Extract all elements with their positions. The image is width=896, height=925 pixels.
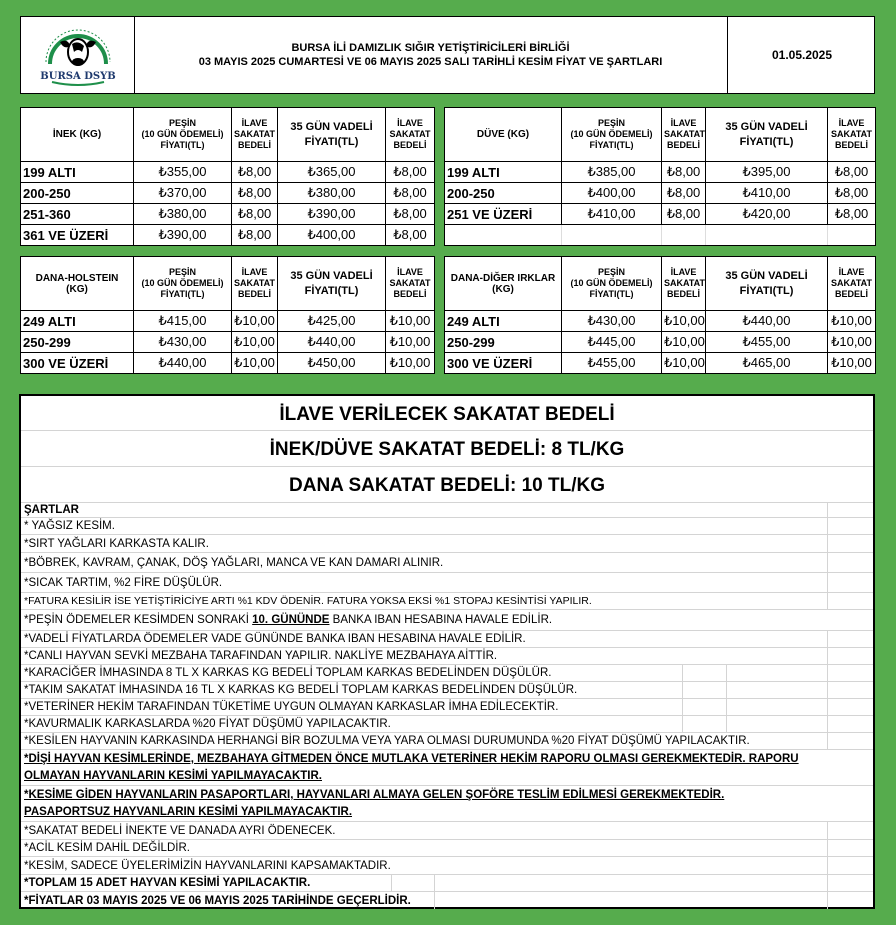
ilave-price: ₺8,00 — [828, 204, 876, 225]
table-row — [21, 311, 435, 332]
col-header-ilave: İLAVE SAKATAT BEDELİ — [662, 108, 706, 162]
ilave-price: ₺10,00 — [828, 332, 876, 353]
ilave-price: ₺10,00 — [232, 353, 278, 374]
ilave-price: ₺10,00 — [232, 332, 278, 353]
ilave-price: ₺8,00 — [386, 225, 435, 246]
ilave-price: ₺10,00 — [828, 353, 876, 374]
condition-item: *VADELİ FİYATLARDA ÖDEMELER VADE GÜNÜNDE BANKA IBAN HESABINA HAVALE EDİLİR. — [21, 631, 873, 648]
ilave-price: ₺10,00 — [662, 332, 706, 353]
condition-item: *CANLI HAYVAN SEVKİ MEZBAHA TARAFINDAN YAPILIR. NAKLİYE MEZBAHAYA AİTTİR. — [21, 648, 873, 665]
weight-range: 200-250 — [21, 183, 134, 204]
col-header-ilave: İLAVE SAKATAT BEDELİ — [828, 108, 876, 162]
ilave-price: ₺8,00 — [232, 204, 278, 225]
condition-item-pesin: *PEŞİN ÖDEMELER KESİMDEN SONRAKİ 10. GÜNÜNDE BANKA IBAN HESABINA HAVALE EDİLİR. — [21, 610, 873, 631]
table-row — [445, 311, 876, 332]
weight-range: 249 ALTI — [21, 311, 134, 332]
col-header-pesin: PEŞİN (10 GÜN ÖDEMELİ) FİYATI(TL) — [562, 257, 662, 311]
price-table-dana-diger-irklar — [444, 256, 876, 374]
vadeli-price: ₺395,00 — [706, 162, 828, 183]
condition-warning-pasaport: *KESİME GİDEN HAYVANLARIN PASAPORTLARI, HAYVANLARI ALMAYA GELEN ŞOFÖRE TESLİM EDİLMESİ GEREKMEKTEDİR. PASAPORTSUZ HAYVANLARIN KESİMİ YAPILMAYACAKTIR. — [21, 786, 873, 822]
header-separator-bar — [20, 94, 875, 107]
col-header-ilave: İLAVE SAKATAT BEDELİ — [386, 108, 435, 162]
price-table-dana-holstein — [20, 256, 435, 374]
col-header-ilave: İLAVE SAKATAT BEDELİ — [662, 257, 706, 311]
vadeli-price: ₺455,00 — [706, 332, 828, 353]
condition-item: *KAVURMALIK KARKASLARDA %20 FİYAT DÜŞÜMÜ YAPILACAKTIR. — [21, 716, 873, 733]
ilave-price: ₺8,00 — [232, 183, 278, 204]
table-row — [445, 204, 876, 225]
table-row — [445, 332, 876, 353]
header-title — [134, 17, 727, 93]
price-table-inek — [20, 107, 435, 246]
ilave-price: ₺8,00 — [662, 162, 706, 183]
pesin-price: ₺415,00 — [134, 311, 232, 332]
pesin-price: ₺400,00 — [562, 183, 662, 204]
weight-range: 199 ALTI — [21, 162, 134, 183]
ilave-price: ₺8,00 — [386, 162, 435, 183]
sakatat-inek-duve: İNEK/DÜVE SAKATAT BEDELİ: 8 TL/KG — [21, 430, 873, 467]
weight-range: 300 VE ÜZERİ — [445, 353, 562, 374]
vadeli-price: ₺420,00 — [706, 204, 828, 225]
empty-cell — [445, 225, 562, 246]
weight-range: 249 ALTI — [445, 311, 562, 332]
ilave-price: ₺8,00 — [232, 162, 278, 183]
col-header-pesin: PEŞİN (10 GÜN ÖDEMELİ) FİYATI(TL) — [562, 108, 662, 162]
vadeli-price: ₺440,00 — [278, 332, 386, 353]
ilave-price: ₺10,00 — [662, 353, 706, 374]
condition-item: *SIRT YAĞLARI KARKASTA KALIR. — [21, 535, 873, 553]
ilave-price: ₺8,00 — [386, 204, 435, 225]
empty-cell — [562, 225, 662, 246]
col-header-ilave: İLAVE SAKATAT BEDELİ — [232, 257, 278, 311]
empty-row — [445, 225, 876, 246]
table-row — [445, 353, 876, 374]
col-header-category: DANA-DİĞER IRKLAR (KG) — [445, 257, 562, 311]
sakatat-dana: DANA SAKATAT BEDELİ: 10 TL/KG — [21, 466, 873, 503]
table-header-row — [445, 257, 876, 311]
ilave-price: ₺8,00 — [232, 225, 278, 246]
title-line-2: 03 MAYIS 2025 CUMARTESİ VE 06 MAYIS 2025 SALI TARİHLİ KESİM FİYAT VE ŞARTLARI — [198, 56, 663, 68]
condition-item: *BÖBREK, KAVRAM, ÇANAK, DÖŞ YAĞLARI, MANCA VE KAN DAMARI ALINIR. — [21, 553, 873, 573]
pesin-price: ₺370,00 — [134, 183, 232, 204]
table-row — [445, 183, 876, 204]
condition-item: *FATURA KESİLİR İSE YETİŞTİRİCİYE ARTI %1 KDV ÖDENİR. FATURA YOKSA EKSİ %1 STOPAJ KESİNTİSİ YAPILIR. — [21, 593, 873, 610]
ilave-price: ₺10,00 — [386, 311, 435, 332]
table-row — [21, 225, 435, 246]
pesin-price: ₺380,00 — [134, 204, 232, 225]
col-header-pesin: PEŞİN (10 GÜN ÖDEMELİ) FİYATI(TL) — [134, 108, 232, 162]
bursa-dsyb-logo-icon — [38, 22, 118, 88]
vadeli-price: ₺380,00 — [278, 183, 386, 204]
weight-range: 361 VE ÜZERİ — [21, 225, 134, 246]
ilave-price: ₺8,00 — [828, 183, 876, 204]
vadeli-price: ₺390,00 — [278, 204, 386, 225]
col-header-category: DANA-HOLSTEIN (KG) — [21, 257, 134, 311]
condition-item: *TAKIM SAKATAT İMHASINDA 16 TL X KARKAS KG BEDELİ TOPLAM KARKAS BEDELİNDEN DÜŞÜLÜR. — [21, 682, 873, 699]
condition-item: *SICAK TARTIM, %2 FİRE DÜŞÜLÜR. — [21, 573, 873, 593]
empty-cell — [828, 225, 876, 246]
ilave-price: ₺8,00 — [386, 183, 435, 204]
pesin-price: ₺430,00 — [562, 311, 662, 332]
condition-total: *TOPLAM 15 ADET HAYVAN KESİMİ YAPILACAKTIR. — [21, 875, 873, 892]
table-row — [21, 162, 435, 183]
conditions-box — [19, 394, 875, 909]
table-header-row — [21, 257, 435, 311]
table-header-row — [445, 108, 876, 162]
ilave-price: ₺10,00 — [662, 311, 706, 332]
col-header-pesin: PEŞİN (10 GÜN ÖDEMELİ) FİYATI(TL) — [134, 257, 232, 311]
pesin-price: ₺430,00 — [134, 332, 232, 353]
weight-range: 200-250 — [445, 183, 562, 204]
vadeli-price: ₺425,00 — [278, 311, 386, 332]
ilave-price: ₺10,00 — [386, 353, 435, 374]
weight-range: 250-299 — [445, 332, 562, 353]
svg-text:BURSA DSYB: BURSA DSYB — [39, 71, 116, 82]
condition-item: * YAĞSIZ KESİM. — [21, 518, 873, 535]
logo-cell — [21, 17, 135, 93]
conditions-title: ŞARTLAR — [21, 502, 873, 518]
ilave-price: ₺8,00 — [662, 204, 706, 225]
condition-warning-disi: *DİŞİ HAYVAN KESİMLERİNDE, MEZBAHAYA GİTMEDEN ÖNCE MUTLAKA VETERİNER HEKİM RAPORU OLMASI GEREKMEKTEDİR. RAPORU OLMAYAN HAYVANLARIN KESİMİ YAPILMAYACAKTIR. — [21, 750, 873, 786]
title-line-1: BURSA İLİ DAMIZLIK SIĞIR YETİŞTİRİCİLERİ BİRLİĞİ — [291, 42, 570, 54]
condition-item: *VETERİNER HEKİM TARAFINDAN TÜKETİME UYGUN OLMAYAN KARKASLAR İMHA EDİLECEKTİR. — [21, 699, 873, 716]
table-row — [21, 204, 435, 225]
vadeli-price: ₺410,00 — [706, 183, 828, 204]
table-row — [21, 332, 435, 353]
sakatat-heading: İLAVE VERİLECEK SAKATAT BEDELİ — [21, 396, 873, 431]
table-row — [21, 353, 435, 374]
condition-item: *KESİLEN HAYVANIN KARKASINDA HERHANGİ BİR BOZULMA VEYA YARA OLMASI DURUMUNDA %20 FİYAT DÜŞÜMÜ YAPILACAKTIR. — [21, 733, 873, 750]
weight-range: 250-299 — [21, 332, 134, 353]
empty-cell — [662, 225, 706, 246]
pesin-price: ₺455,00 — [562, 353, 662, 374]
ilave-price: ₺8,00 — [662, 183, 706, 204]
pesin-price: ₺355,00 — [134, 162, 232, 183]
vadeli-price: ₺450,00 — [278, 353, 386, 374]
col-header-ilave: İLAVE SAKATAT BEDELİ — [386, 257, 435, 311]
pesin-price: ₺390,00 — [134, 225, 232, 246]
col-header-vadeli: 35 GÜN VADELİ FİYATI(TL) — [278, 108, 386, 162]
empty-cell — [706, 225, 828, 246]
ilave-price: ₺10,00 — [386, 332, 435, 353]
weight-range: 251 VE ÜZERİ — [445, 204, 562, 225]
vadeli-price: ₺365,00 — [278, 162, 386, 183]
pesin-price: ₺445,00 — [562, 332, 662, 353]
condition-item: *SAKATAT BEDELİ İNEKTE VE DANADA AYRI ÖDENECEK. — [21, 822, 873, 840]
vadeli-price: ₺400,00 — [278, 225, 386, 246]
condition-item: *KARACİĞER İMHASINDA 8 TL X KARKAS KG BEDELİ TOPLAM KARKAS BEDELİNDEN DÜŞÜLÜR. — [21, 665, 873, 682]
weight-range: 251-360 — [21, 204, 134, 225]
table-header-row — [21, 108, 435, 162]
ilave-price: ₺8,00 — [828, 162, 876, 183]
pesin-price: ₺440,00 — [134, 353, 232, 374]
col-header-category: İNEK (KG) — [21, 108, 134, 162]
table-row — [445, 162, 876, 183]
weight-range: 199 ALTI — [445, 162, 562, 183]
col-header-vadeli: 35 GÜN VADELİ FİYATI(TL) — [278, 257, 386, 311]
vadeli-price: ₺440,00 — [706, 311, 828, 332]
condition-item: *ACİL KESİM DAHİL DEĞİLDİR. — [21, 840, 873, 857]
col-header-vadeli: 35 GÜN VADELİ FİYATI(TL) — [706, 108, 828, 162]
col-header-ilave: İLAVE SAKATAT BEDELİ — [828, 257, 876, 311]
col-header-ilave: İLAVE SAKATAT BEDELİ — [232, 108, 278, 162]
price-table-duve — [444, 107, 876, 246]
header-date: 01.05.2025 — [727, 17, 876, 93]
ilave-price: ₺10,00 — [232, 311, 278, 332]
pesin-price: ₺385,00 — [562, 162, 662, 183]
ilave-price: ₺10,00 — [828, 311, 876, 332]
condition-validity: *FİYATLAR 03 MAYIS 2025 VE 06 MAYIS 2025 TARİHİNDE GEÇERLİDİR. — [21, 892, 873, 909]
weight-range: 300 VE ÜZERİ — [21, 353, 134, 374]
col-header-category: DÜVE (KG) — [445, 108, 562, 162]
vadeli-price: ₺465,00 — [706, 353, 828, 374]
condition-item: *KESİM, SADECE ÜYELERİMİZİN HAYVANLARINI KAPSAMAKTADIR. — [21, 857, 873, 875]
pesin-price: ₺410,00 — [562, 204, 662, 225]
table-row — [21, 183, 435, 204]
header — [20, 16, 875, 94]
col-header-vadeli: 35 GÜN VADELİ FİYATI(TL) — [706, 257, 828, 311]
